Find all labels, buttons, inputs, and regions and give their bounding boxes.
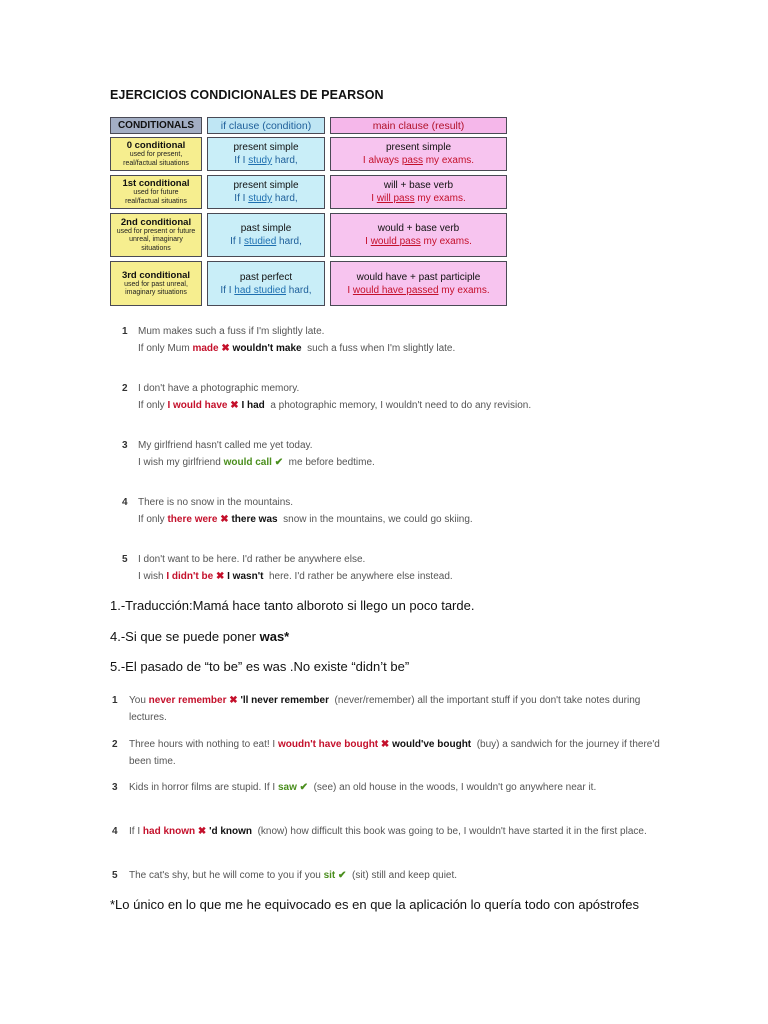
table-header-conditionals: CONDITIONALS xyxy=(110,117,202,134)
main-clause-cell xyxy=(330,261,507,306)
if-example: If I study hard, xyxy=(234,155,298,166)
if-form: present simple xyxy=(233,180,299,191)
cross-icon: ✖ xyxy=(220,514,229,525)
if-example: If I had studied hard, xyxy=(220,284,312,296)
table-header-if-clause: if clause (condition) xyxy=(207,117,325,134)
given-answer: woudn't have bought xyxy=(277,739,379,750)
conditional-desc: used for past unreal, xyxy=(124,280,188,288)
if-clause-cell xyxy=(207,175,325,209)
main-example: I will pass my exams. xyxy=(371,193,466,204)
conditional-desc: used for future xyxy=(133,189,179,196)
main-example: I would have passed my exams. xyxy=(347,284,490,296)
exercise-answer-line: If only there were ✖ there was snow in the mountains, we could go skiing. xyxy=(138,514,473,525)
exercise-prompt: Mum makes such a fuss if I'm slightly late. xyxy=(138,326,325,337)
exercise-text: You never remember ✖ 'll never remember (never/remember) all the important stuff if you don't take notes during lectures. xyxy=(129,695,641,723)
correct-answer: there was xyxy=(231,514,278,525)
cross-icon: ✖ xyxy=(229,695,238,706)
conditional-desc: used for present, xyxy=(129,151,183,158)
main-form: would have + past participle xyxy=(356,271,481,283)
correct-answer: 'd known xyxy=(209,826,253,837)
exercise-text: Three hours with nothing to eat! I woudn't have bought ✖ would've bought (buy) a sandwich for the journey if there'd been time. xyxy=(129,739,660,767)
exercise-number: 2 xyxy=(112,739,118,750)
exercise-answer-line: If only Mum made ✖ wouldn't make such a fuss when I'm slightly late. xyxy=(138,343,456,354)
conditional-desc: imaginary situations xyxy=(125,289,187,296)
exercise-text: Kids in horror films are stupid. If I saw ✔ (see) an old house in the woods, I wouldn't go anywhere near it. xyxy=(129,782,597,793)
final-note: *Lo único en lo que me he equivocado es en que la aplicación lo quería todo con apóstrofes xyxy=(110,897,640,912)
exercise-text: If I had known ✖ 'd known (know) how difficult this book was going to be, I wouldn't have started it in the first place. xyxy=(129,826,647,837)
exercise-answer-line: I wish my girlfriend would call ✔ me before bedtime. xyxy=(138,457,375,468)
if-form: present simple xyxy=(233,142,299,153)
exercise-number: 1 xyxy=(122,326,128,337)
exercise-number: 1 xyxy=(112,695,118,706)
conditional-desc: situations xyxy=(141,244,171,252)
cross-icon: ✖ xyxy=(215,571,225,582)
given-answer: I didn't be xyxy=(166,571,214,582)
if-form: past perfect xyxy=(239,271,293,283)
exercise-answer-line: I wish I didn't be ✖ I wasn't here. I'd rather be anywhere else instead. xyxy=(138,571,453,582)
conditional-name-cell xyxy=(110,213,202,257)
cross-icon: ✖ xyxy=(197,826,207,837)
page-title: EJERCICIOS CONDICIONALES DE PEARSON xyxy=(110,88,384,102)
exercise-prompt: There is no snow in the mountains. xyxy=(138,497,294,508)
note-1: 1.-Traducción:Mamá hace tanto alboroto si llego un poco tarde. xyxy=(110,598,475,613)
given-answer: never remember xyxy=(148,695,227,706)
if-clause-cell xyxy=(207,261,325,306)
conditional-desc: real/factual situations xyxy=(123,159,189,167)
conditional-desc: used for present or future xyxy=(116,227,196,235)
conditional-name-cell xyxy=(110,175,202,209)
conditional-name-cell xyxy=(110,137,202,171)
conditional-name: 0 conditional xyxy=(126,140,186,151)
check-icon: ✔ xyxy=(338,870,347,881)
exercise-prompt: My girlfriend hasn't called me yet today. xyxy=(138,440,313,451)
conditional-name-cell xyxy=(110,261,202,306)
correct-answer: I wasn't xyxy=(227,571,264,582)
if-example: If I study hard, xyxy=(234,193,298,204)
check-icon: ✔ xyxy=(299,782,309,793)
cross-icon: ✖ xyxy=(380,739,390,750)
correct-answer: wouldn't make xyxy=(232,343,302,354)
exercise-answer-line: If only I would have ✖ I had a photographic memory, I wouldn't need to do any revision. xyxy=(138,400,532,411)
exercise-number: 5 xyxy=(112,870,118,881)
exercise-number: 3 xyxy=(122,440,128,451)
exercise-prompt: I don't have a photographic memory. xyxy=(138,383,300,394)
conditional-desc: real/factual situatins xyxy=(125,197,187,205)
main-example: I would pass my exams. xyxy=(365,236,472,247)
main-example: I always pass my exams. xyxy=(362,155,475,166)
given-answer: sit xyxy=(323,870,336,881)
conditional-name: 3rd conditional xyxy=(121,269,191,281)
given-answer: there were xyxy=(167,514,218,525)
correct-answer: 'll never remember xyxy=(240,695,329,706)
main-form: present simple xyxy=(385,142,452,153)
given-answer: would call xyxy=(223,457,272,468)
if-clause-cell xyxy=(207,213,325,257)
note-4: 4.-Si que se puede poner was* xyxy=(110,629,290,644)
main-clause-cell xyxy=(330,213,507,257)
given-answer: made xyxy=(192,343,219,354)
main-clause-cell xyxy=(330,175,507,209)
exercise-number: 3 xyxy=(112,782,118,793)
if-example: If I studied hard, xyxy=(230,236,302,247)
given-answer: I would have xyxy=(167,400,228,411)
cross-icon: ✖ xyxy=(221,343,230,354)
main-clause-cell xyxy=(330,137,507,171)
exercise-prompt: I don't want to be here. I'd rather be anywhere else. xyxy=(138,554,366,565)
conditional-desc: unreal, imaginary xyxy=(129,236,183,244)
exercise-number: 4 xyxy=(112,826,118,837)
correct-answer: would've bought xyxy=(392,739,472,750)
exercise-number: 2 xyxy=(122,383,128,394)
main-form: would + base verb xyxy=(377,223,460,234)
if-form: past simple xyxy=(240,223,292,234)
exercise-number: 4 xyxy=(122,497,128,508)
exercise-number: 5 xyxy=(122,554,128,565)
given-answer: had known xyxy=(142,826,196,837)
correct-answer: I had xyxy=(241,400,265,411)
exercise-text: The cat's shy, but he will come to you if you sit ✔ (sit) still and keep quiet. xyxy=(129,870,458,881)
main-form: will + base verb xyxy=(383,180,454,191)
cross-icon: ✖ xyxy=(230,400,239,411)
conditional-name: 2nd conditional xyxy=(120,216,192,228)
table-header-main-clause: main clause (result) xyxy=(330,117,507,134)
if-clause-cell xyxy=(207,137,325,171)
conditionals-table xyxy=(110,117,507,306)
given-answer: saw xyxy=(277,782,297,793)
check-icon: ✔ xyxy=(274,457,284,468)
note-5: 5.-El pasado de “to be” es was .No existe “didn’t be” xyxy=(110,659,410,674)
conditional-name: 1st conditional xyxy=(122,178,190,189)
